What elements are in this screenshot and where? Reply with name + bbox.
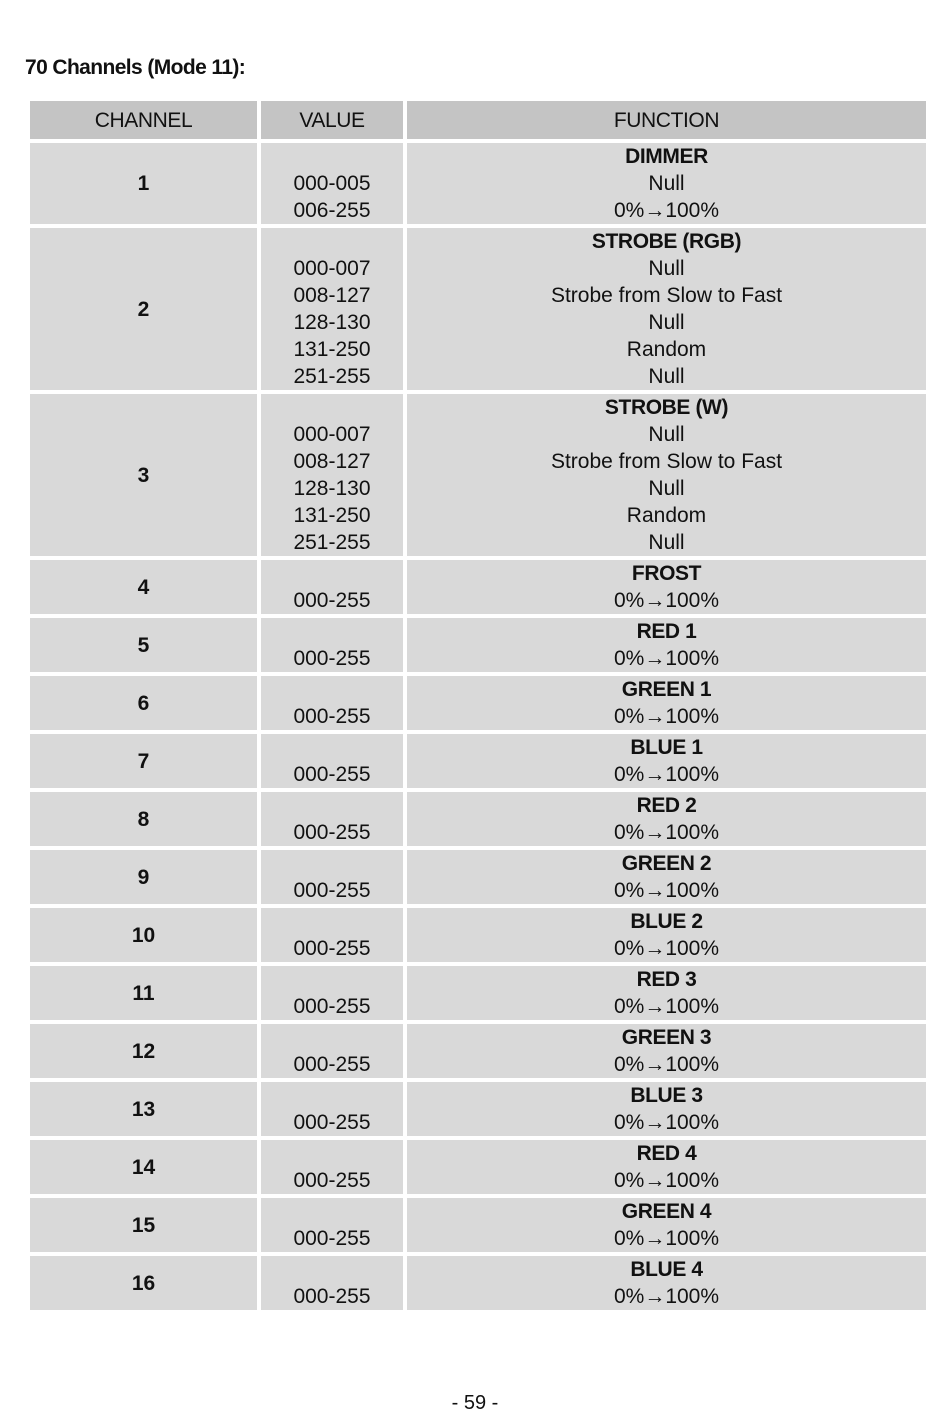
function-description: Null [648, 311, 685, 334]
value-range: 000-255 [293, 705, 371, 728]
table-row [30, 560, 926, 614]
value-cell [261, 676, 403, 730]
channel-cell: 9 [30, 850, 257, 904]
table-row [30, 1024, 926, 1078]
function-title: STROBE (W) [604, 396, 729, 419]
value-cell [261, 394, 403, 556]
table-row [30, 1140, 926, 1194]
value-range: 000-007 [293, 423, 371, 446]
function-title: STROBE (RGB) [591, 230, 742, 253]
function-title: GREEN 2 [621, 852, 712, 875]
function-description: 0%→100% [613, 647, 720, 670]
header-function: FUNCTION [407, 101, 926, 139]
function-title: BLUE 3 [630, 1084, 703, 1107]
value-cell [261, 792, 403, 846]
function-description: 0%→100% [613, 589, 720, 612]
value-cell [261, 908, 403, 962]
table-header-row [30, 101, 926, 139]
function-cell [407, 792, 926, 846]
function-cell [407, 1082, 926, 1136]
table-row [30, 850, 926, 904]
value-range: 128-130 [293, 311, 371, 334]
function-title: GREEN 4 [621, 1200, 712, 1223]
function-cell [407, 228, 926, 390]
channel-cell: 12 [30, 1024, 257, 1078]
section-title: 70 Channels (Mode 11): [25, 56, 246, 79]
header-channel: CHANNEL [30, 101, 257, 139]
channel-cell: 13 [30, 1082, 257, 1136]
table-row [30, 1198, 926, 1252]
function-cell [407, 908, 926, 962]
function-title: RED 3 [636, 968, 697, 991]
value-range: 000-255 [293, 879, 371, 902]
function-description: Null [648, 257, 685, 280]
function-description: 0%→100% [613, 879, 720, 902]
value-range: 128-130 [293, 477, 371, 500]
function-title: RED 1 [636, 620, 697, 643]
table-row [30, 908, 926, 962]
function-title: RED 2 [636, 794, 697, 817]
value-range: 000-255 [293, 1169, 371, 1192]
dmx-channel-table [26, 97, 930, 1314]
function-description: 0%→100% [613, 705, 720, 728]
value-range: 000-255 [293, 647, 371, 670]
value-range: 000-255 [293, 1053, 371, 1076]
page-number: - 59 - [451, 1392, 499, 1414]
function-description: 0%→100% [613, 821, 720, 844]
channel-cell: 16 [30, 1256, 257, 1310]
value-cell [261, 228, 403, 390]
function-description: Null [648, 531, 685, 554]
value-cell [261, 1198, 403, 1252]
channel-cell: 4 [30, 560, 257, 614]
function-title: FROST [631, 562, 702, 585]
channel-cell: 10 [30, 908, 257, 962]
value-range: 006-255 [293, 199, 371, 222]
value-range: 131-250 [293, 338, 371, 361]
function-description: Null [648, 477, 685, 500]
function-description: Strobe from Slow to Fast [550, 450, 783, 473]
table-row [30, 676, 926, 730]
value-cell [261, 618, 403, 672]
table-row [30, 143, 926, 224]
function-description: 0%→100% [613, 1169, 720, 1192]
function-description: 0%→100% [613, 1285, 720, 1308]
function-cell [407, 734, 926, 788]
function-description: 0%→100% [613, 995, 720, 1018]
value-range: 000-255 [293, 763, 371, 786]
channel-cell: 6 [30, 676, 257, 730]
function-description: Strobe from Slow to Fast [550, 284, 783, 307]
value-range: 000-255 [293, 1227, 371, 1250]
function-cell [407, 1198, 926, 1252]
value-range: 000-007 [293, 257, 371, 280]
value-range: 000-255 [293, 995, 371, 1018]
value-range: 251-255 [293, 531, 371, 554]
channel-cell: 15 [30, 1198, 257, 1252]
function-description: 0%→100% [613, 199, 720, 222]
function-description: Null [648, 423, 685, 446]
value-range: 000-255 [293, 821, 371, 844]
value-range: 131-250 [293, 504, 371, 527]
channel-cell: 8 [30, 792, 257, 846]
function-description: 0%→100% [613, 763, 720, 786]
value-cell [261, 1140, 403, 1194]
function-cell [407, 1140, 926, 1194]
channel-cell: 7 [30, 734, 257, 788]
function-cell [407, 1256, 926, 1310]
table-row [30, 1082, 926, 1136]
function-title: GREEN 3 [621, 1026, 712, 1049]
value-cell [261, 1082, 403, 1136]
function-title: BLUE 4 [630, 1258, 703, 1281]
table-row [30, 1256, 926, 1310]
table-row [30, 966, 926, 1020]
value-range: 008-127 [293, 284, 371, 307]
value-cell [261, 560, 403, 614]
function-description: 0%→100% [613, 1227, 720, 1250]
channel-cell: 14 [30, 1140, 257, 1194]
function-cell [407, 676, 926, 730]
table-row [30, 734, 926, 788]
function-cell [407, 618, 926, 672]
function-description: Random [626, 338, 707, 361]
table-row [30, 792, 926, 846]
channel-cell: 2 [30, 228, 257, 390]
function-description: Random [626, 504, 707, 527]
function-title: RED 4 [636, 1142, 697, 1165]
function-description: 0%→100% [613, 1111, 720, 1134]
channel-cell: 1 [30, 143, 257, 224]
function-cell [407, 1024, 926, 1078]
table-row [30, 394, 926, 556]
function-description: 0%→100% [613, 1053, 720, 1076]
value-cell [261, 850, 403, 904]
function-title: BLUE 2 [630, 910, 703, 933]
function-cell [407, 143, 926, 224]
value-range: 000-255 [293, 937, 371, 960]
value-cell [261, 734, 403, 788]
channel-cell: 5 [30, 618, 257, 672]
header-value: VALUE [261, 101, 403, 139]
function-cell [407, 394, 926, 556]
value-range: 000-255 [293, 1111, 371, 1134]
value-range: 000-255 [293, 589, 371, 612]
function-title: BLUE 1 [630, 736, 703, 759]
function-description: Null [648, 172, 685, 195]
function-description: Null [648, 365, 685, 388]
function-title: GREEN 1 [621, 678, 712, 701]
function-cell [407, 560, 926, 614]
value-range: 000-255 [293, 1285, 371, 1308]
function-cell [407, 850, 926, 904]
function-cell [407, 966, 926, 1020]
table-row [30, 228, 926, 390]
channel-cell: 11 [30, 966, 257, 1020]
value-cell [261, 966, 403, 1020]
function-title: DIMMER [625, 145, 708, 168]
value-range: 008-127 [293, 450, 371, 473]
table-row [30, 618, 926, 672]
value-range: 000-005 [293, 172, 371, 195]
value-cell [261, 143, 403, 224]
value-cell [261, 1024, 403, 1078]
value-range: 251-255 [293, 365, 371, 388]
function-description: 0%→100% [613, 937, 720, 960]
value-cell [261, 1256, 403, 1310]
channel-cell: 3 [30, 394, 257, 556]
